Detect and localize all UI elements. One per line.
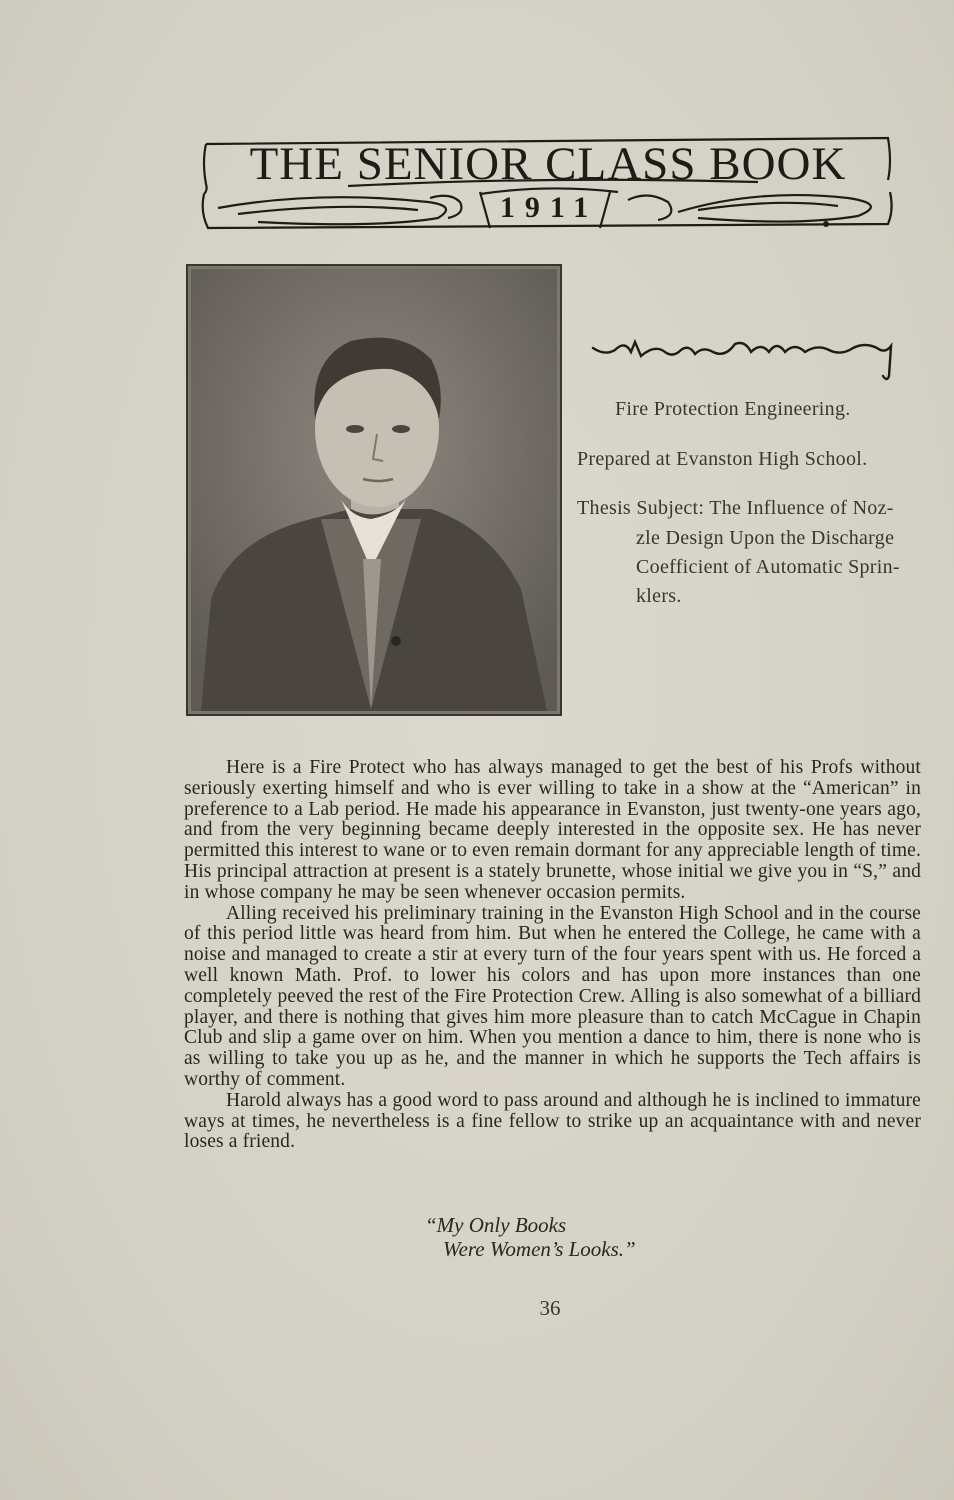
handwritten-signature-icon [585,330,915,390]
biography-paragraph: Here is a Fire Protect who has always managed to get the best of his Profs without seriously exerting himself and who is ever willing to take in a show at the “American” in preference to a Lab period. He made his appearance in Evanston, just twenty-one years ago, and from the very beginning became deeply interested in the opposite sex. He has never permitted this interest to wane or to even remain dormant for any appreciable length of time. His principal attraction at present is a stately brunette, whose initial we give you in “S,” and in whose company he may be seen whenever occasion permits. [184,757,921,903]
course: Fire Protection Engineering. [615,398,851,420]
thesis-line: klers. [636,585,682,607]
thesis-line: zle Design Upon the Discharge [636,527,895,549]
book-year: 1911 [499,191,599,224]
quote-line: “My Only Books [425,1213,567,1237]
portrait-photo-icon [191,269,557,711]
signature [585,330,915,390]
portrait-photo [186,264,562,716]
page-number: 36 [539,1296,561,1320]
biography [184,758,921,1153]
quote-line: Were Women’s Looks.” [443,1237,636,1261]
thesis-line: Thesis Subject: The Influence of Noz- [577,497,894,519]
motto-quote [425,1213,636,1261]
book-title: THE SENIOR CLASS BOOK [249,138,847,190]
thesis-line: Coefficient of Automatic Sprin- [636,556,900,578]
biography-paragraph: Harold always has a good word to pass around and although he is inclined to immature ways at times, he nevertheless is a fine fellow to strike up an acquaintance with and never loses a friend. [184,1089,921,1153]
header-banner [198,132,898,242]
prepared-at: Prepared at Evanston High School. [577,448,868,470]
biography-paragraph: Alling received his preliminary training in the Evanston High School and in the course of this period little was heard from him. But when he entered the College, he came with a noise and managed to create a stir at every turn of the four years spent with us. He forced a well known Math. Prof. to lower his colors and has upon more instances than one completely peeved the rest of the Fire Protection Crew. Alling is also somewhat of a billiard player, and there is nothing that gives him more pleasure than to catch McCague in Chapin Club and slip a game over on him. When you mention a dance to him, there is none who is as willing to take you up as he, and the manner in which he supports the Tech affairs is worthy of comment. [184,902,921,1090]
